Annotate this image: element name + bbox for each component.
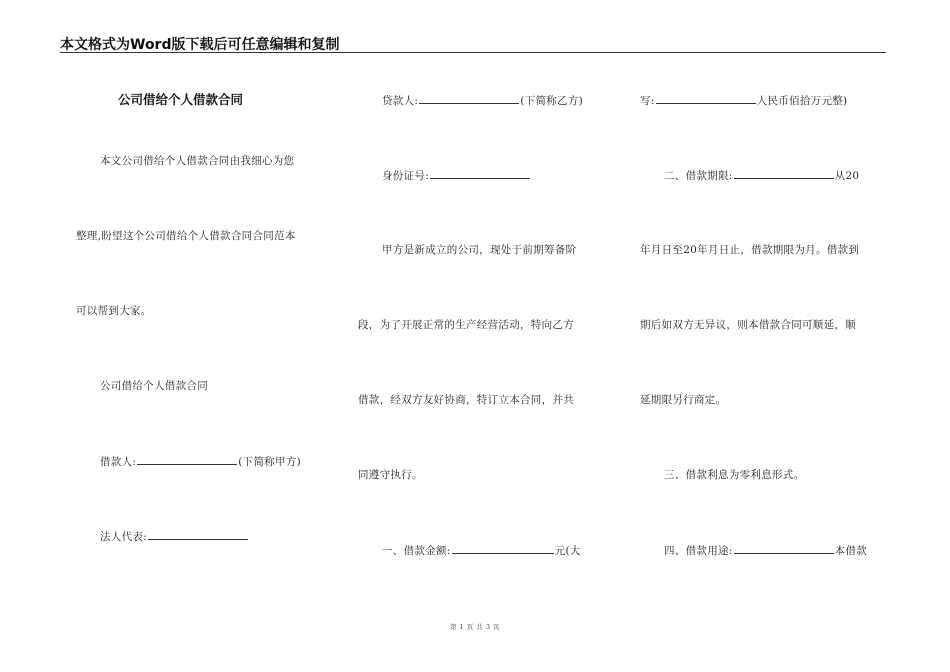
id-number-label: 身份证号: (382, 170, 430, 182)
legal-rep-row (100, 529, 249, 544)
page-number: 第 1 页 共 3 页 (449, 623, 501, 631)
id-number-row (382, 168, 531, 183)
loan-term-line-1: 年月日至20年月日止，借款期限为月。借款到 (640, 244, 860, 256)
id-number-blank-field (430, 168, 530, 179)
legal-rep-blank-field (148, 529, 248, 540)
amount-in-words-row (640, 93, 847, 108)
intro-line-1: 本文公司借给个人借款合同由我细心为您 (100, 155, 295, 167)
borrower-row (382, 93, 583, 108)
amount-in-words-blank-field (656, 93, 756, 104)
contract-subtitle: 公司借给个人借款合同 (100, 380, 208, 392)
loan-term-row (664, 168, 859, 183)
loan-purpose-suffix: 本借款 (834, 545, 868, 557)
loan-purpose-row (664, 543, 867, 558)
amount-in-words-label: 写: (640, 95, 655, 107)
loan-term-label: 二、借款期限: (664, 170, 733, 182)
preamble-line-4: 同遵守执行。 (358, 469, 423, 481)
loan-term-suffix: 从20 (834, 170, 860, 182)
lender-blank-field (137, 454, 237, 465)
borrower-blank-field (419, 93, 519, 104)
loan-purpose-blank-field (734, 543, 834, 554)
legal-rep-label: 法人代表: (100, 531, 148, 543)
borrower-suffix: (下简称乙方) (520, 95, 584, 107)
lender-row (100, 454, 301, 469)
header-divider (60, 52, 886, 53)
interest-clause: 三、借款利息为零利息形式。 (664, 469, 805, 481)
loan-term-line-2: 期后如双方无异议，则本借款合同可顺延，顺 (640, 319, 856, 331)
preamble-line-2: 段，为了开展正常的生产经营活动，特向乙方 (358, 319, 574, 331)
lender-suffix: (下简称甲方) (238, 456, 302, 468)
loan-term-blank-field (734, 168, 834, 179)
loan-amount-blank-field (452, 543, 554, 554)
borrower-label: 贷款人: (382, 95, 419, 107)
loan-amount-row (382, 543, 581, 558)
amount-in-words-suffix: 人民币佰拾万元整) (756, 95, 848, 107)
lender-label: 借款人: (100, 456, 137, 468)
preamble-line-3: 借款，经双方友好协商，特订立本合同，并共 (358, 394, 574, 406)
document-title: 公司借给个人借款合同 (118, 92, 244, 107)
document-header: 本文格式为Word版下载后可任意编辑和复制 (60, 37, 340, 53)
intro-line-3: 可以帮到大家。 (76, 305, 152, 317)
intro-line-2: 整理,盼望这个公司借给个人借款合同合同范本 (76, 230, 296, 242)
loan-purpose-label: 四、借款用途: (664, 545, 733, 557)
preamble-line-1: 甲方是新成立的公司，现处于前期筹备阶 (382, 244, 577, 256)
loan-term-line-3: 延期限另行商定。 (640, 394, 727, 406)
loan-amount-label: 一、借款金额: (382, 545, 451, 557)
loan-amount-suffix: 元(大 (554, 545, 581, 557)
